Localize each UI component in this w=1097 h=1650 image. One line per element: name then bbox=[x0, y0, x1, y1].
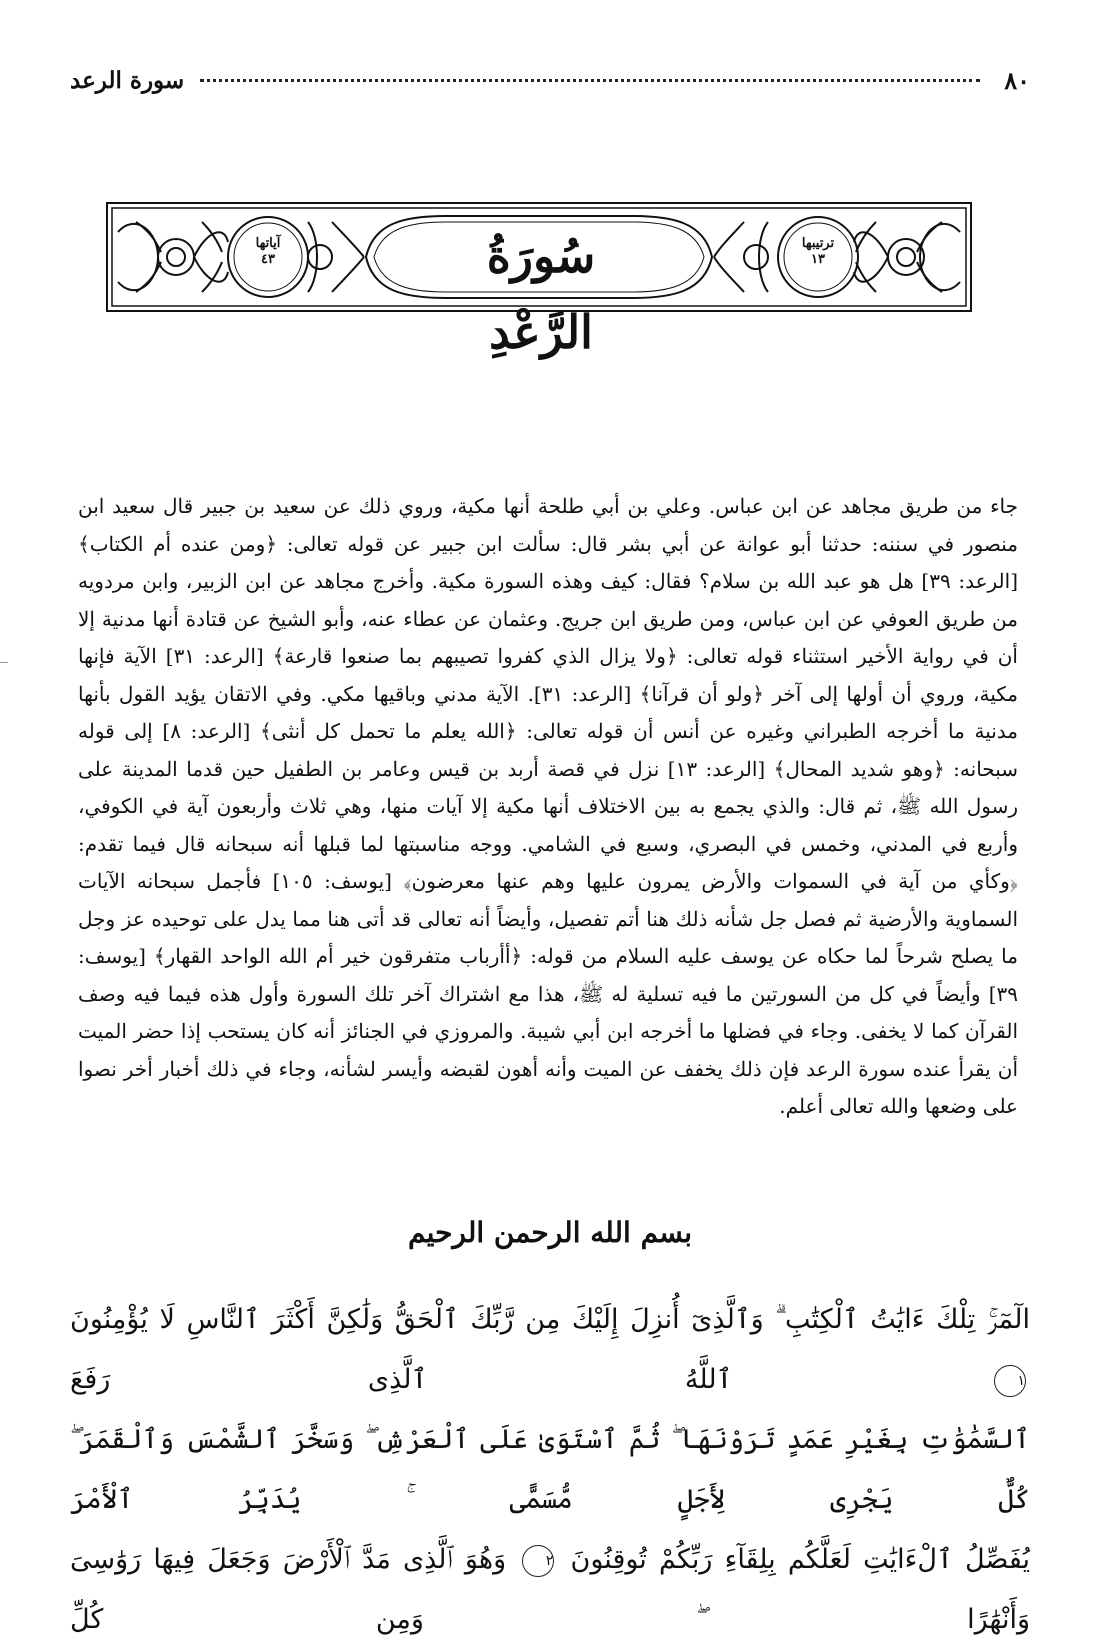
page-header bbox=[70, 60, 1030, 100]
verse-line bbox=[70, 1290, 1030, 1410]
order-value: ١٣ bbox=[811, 252, 825, 267]
introduction-paragraph: جاء من طريق مجاهد عن ابن عباس. وعلي بن أبي طلحة أنها مكية، وروي ذلك عن سعيد بن جبير قال سعيد ابن منصور في سننه: حدثنا أبو عوانة عن أبي بشر قال: سألت ابن جبير عن قوله تعالى: ﴿ومن عنده أم الكتاب﴾ [الرعد: ٣٩] هل هو عبد الله بن سلام؟ فقال: كيف وهذه السورة مكية. وأخرج مجاهد عن ابن الزبير، وابن مردويه من طريق العوفي عن ابن عباس، ومن طريق ابن جريج. وعثمان عن عطاء عنه، وأبو الشيخ عن قتادة أنها مدنية إلا أن في رواية الأخير استثناء قوله تعالى: ﴿ولا يزال الذي كفروا تصيبهم بما صنعوا قارعة﴾ [الرعد: ٣١] الآية فإنها مكية، وروي أن أولها إلى آخر ﴿ولو أن قرآنا﴾ [الرعد: ٣١]. الآية مدني وباقيها مكي. وفي الاتقان يؤيد القول بأنها مدنية ما أخرجه الطبراني وغيره عن أنس أن قوله تعالى: ﴿الله يعلم ما تحمل كل أنثى﴾ [الرعد: ٨] إلى قوله سبحانه: ﴿وهو شديد المحال﴾ [الرعد: ١٣] نزل في قصة أربد بن قيس وعامر بن الطفيل حين قدما المدينة على رسول الله ﷺ، ثم قال: والذي يجمع به بين الاختلاف أنها مكية إلا آيات منها، وهي ثلاث وأربعون آية في الكوفي، وأربع في المدني، وخمس في البصري، وسبع في الشامي. ووجه مناسبتها لما قبلها أنه سبحانه قال فيما تقدم: ﴿وكأي من آية في السموات والأرض يمرون عليها وهم عنها معرضون﴾ [يوسف: ١٠٥] فأجمل سبحانه الآيات السماوية والأرضية ثم فصل جل شأنه ذلك هنا أتم تفصيل، وأيضاً أنه تعالى قد أتى هنا مما يدل على توحيده عز وجل ما يصلح شرحاً لما حكاه عن يوسف عليه السلام من قوله: ﴿أأرباب متفرقون خير أم الله الواحد القهار﴾ [يوسف: ٣٩] وأيضاً في كل من السورتين ما فيه تسلية له ﷺ، هذا مع اشتراك آخر تلك السورة وأول هذه فيما فيه وصف القرآن كما لا يخفى. وجاء في فضلها ما أخرجه ابن أبي شيبة. والمروزي في الجنائز أنه كان يستحب إذا حضر الميت أن يقرأ عنده سورة الرعد فإن ذلك يخفف عن الميت وأنه أهون لقبضه وأيسر لشأنه، وجاء في ذلك أخبار أخر نصوا على وضعها والله تعالى أعلم. bbox=[78, 494, 1019, 1118]
verse-text: ٱللَّهُ ٱلَّذِى رَفَعَ bbox=[70, 1364, 733, 1395]
verse-count-medallion bbox=[238, 236, 298, 268]
verses-label: آياتها bbox=[255, 236, 281, 251]
verse-text: يُفَصِّلُ ٱلْءَايَٰتِ لَعَلَّكُم بِلِقَآءِ رَبِّكُمْ تُوقِنُونَ bbox=[570, 1544, 1030, 1575]
margin-mark bbox=[0, 662, 8, 663]
ayah-number-marker: ١ bbox=[994, 1365, 1026, 1397]
verses-value: ٤٣ bbox=[261, 252, 275, 267]
ayah-number-marker: ٢ bbox=[522, 1545, 554, 1577]
verse-line bbox=[70, 1530, 1030, 1650]
page-number: ٨٠ bbox=[1004, 65, 1030, 95]
order-label: ترتيبها bbox=[801, 236, 835, 251]
basmala: بسم الله الرحمن الرحيم bbox=[408, 1216, 692, 1249]
verse-text: ٱلسَّمَٰوَٰتِ بِغَيْرِ عَمَدٍ تَرَوْنَهَا ۖ ثُمَّ ٱسْتَوَىٰ عَلَى ٱلْعَرْشِ ۖ وَسَخَّرَ ٱلشَّمْسَ وَٱلْقَمَرَ ۖ كُلٌّ يَجْرِى لِأَجَلٍ مُّسَمًّى ۚ يُدَبِّرُ ٱلْأَمْرَ bbox=[70, 1424, 1030, 1515]
surah-order-medallion bbox=[788, 236, 848, 268]
surah-title: سُورَةُ الرَّعْدِ bbox=[486, 229, 596, 359]
verse-text: الٓمٓرۚ تِلْكَ ءَايَٰتُ ٱلْكِتَٰبِ ۗ وَٱلَّذِىٓ أُنزِلَ إِلَيْكَ مِن رَّبِّكَ ٱلْحَقُّ وَلَٰكِنَّ أَكْثَرَ ٱلنَّاسِ لَا يُؤْمِنُونَ bbox=[70, 1304, 1030, 1335]
header-dotted-leader bbox=[200, 79, 980, 82]
surah-banner bbox=[106, 202, 972, 359]
verse-text: وَهُوَ ٱلَّذِى مَدَّ ٱلْأَرْضَ وَجَعَلَ فِيهَا رَوَٰسِىَ وَأَنْهَٰرًا ۖ وَمِن كُلِّ bbox=[70, 1544, 1030, 1635]
verse-line bbox=[70, 1410, 1030, 1530]
running-title: سورة الرعد bbox=[70, 66, 185, 94]
quran-verses bbox=[70, 1290, 1030, 1650]
